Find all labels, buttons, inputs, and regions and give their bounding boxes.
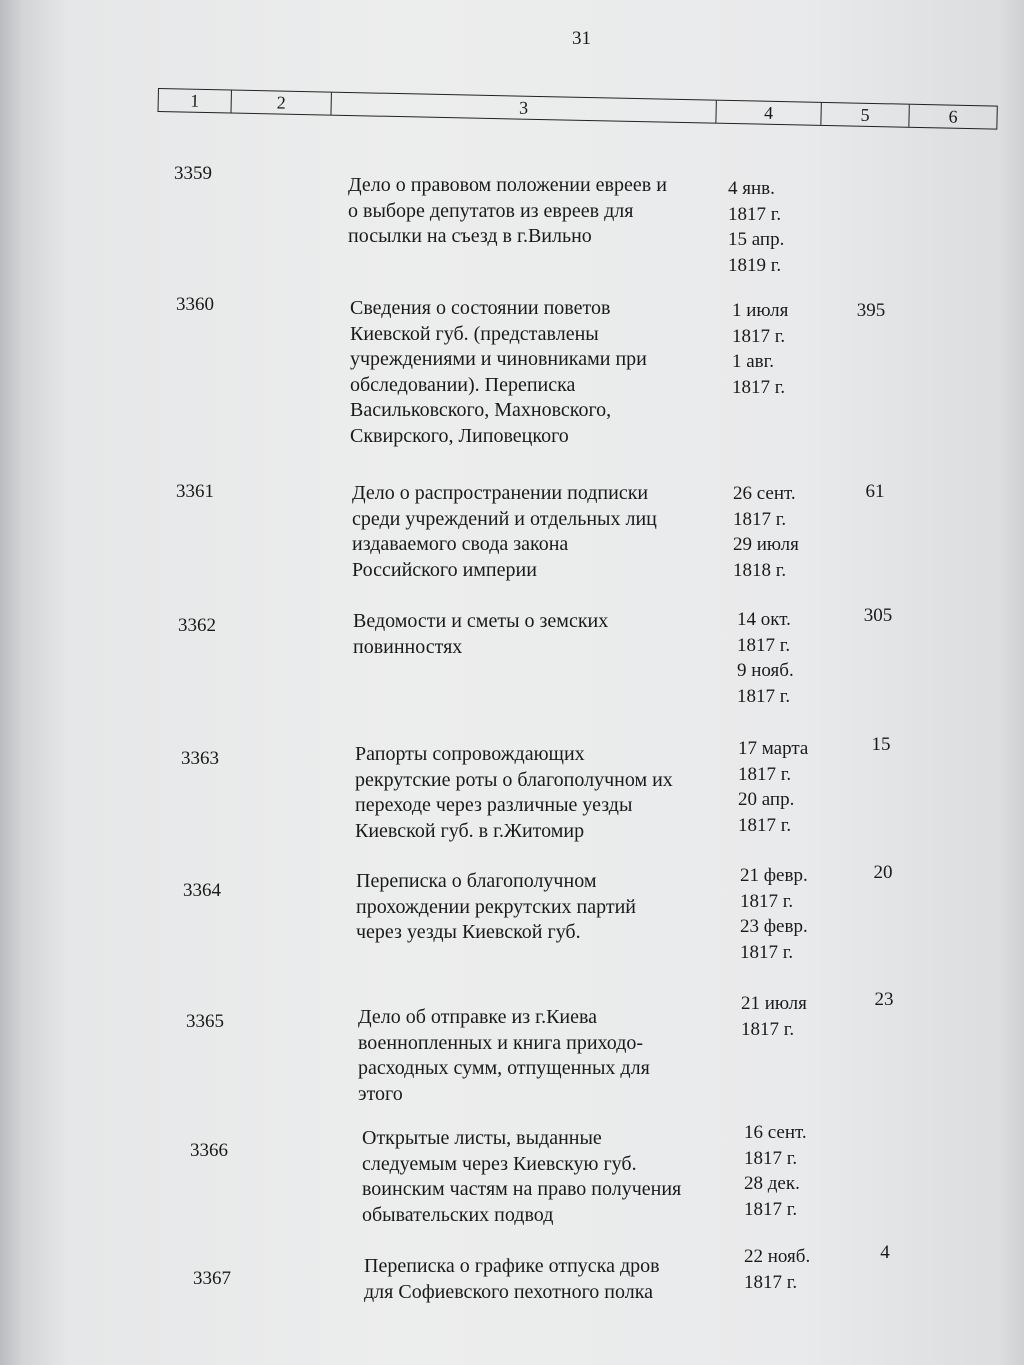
title-line: воинским частям на право получения	[362, 1178, 682, 1200]
title-line: прохождении рекрутских партий	[356, 895, 636, 918]
record-dates	[738, 736, 848, 838]
date-line: 1817 г.	[741, 1018, 795, 1040]
title-line: Киевской губ. (представлены	[350, 322, 599, 345]
record-dates	[740, 863, 850, 965]
date-line: 1817 г.	[744, 1198, 798, 1220]
record-number: 3364	[183, 880, 221, 901]
record-sheets: 61	[865, 481, 885, 502]
title-line: расходных сумм, отпущенных для	[358, 1057, 650, 1079]
date-line: 1818 г.	[733, 559, 787, 581]
column-header-5: 5	[820, 103, 908, 127]
date-line: 1817 г.	[740, 941, 794, 963]
record-title	[358, 1005, 738, 1107]
date-line: 1817 г.	[737, 685, 791, 707]
record-dates	[732, 298, 842, 400]
title-line: Дело об отправке из г.Киева	[358, 1006, 598, 1028]
record-dates	[728, 176, 838, 278]
title-line: обывательских подвод	[362, 1203, 554, 1226]
date-line: 14 окт.	[737, 609, 791, 630]
date-line: 1817 г.	[737, 634, 791, 656]
record-number: 3362	[178, 615, 216, 636]
date-line: 1817 г.	[740, 890, 794, 912]
title-line: Переписка о благополучном	[356, 870, 597, 892]
title-line: Российского империи	[352, 558, 537, 581]
column-header-1: 1	[190, 90, 200, 111]
date-line: 1817 г.	[744, 1271, 798, 1293]
title-line: Дело о распространении подписки	[352, 482, 649, 504]
record-dates	[744, 1244, 854, 1295]
record-dates	[744, 1120, 854, 1222]
record-number: 3360	[176, 294, 214, 315]
record-title	[356, 869, 736, 946]
record-number: 3359	[174, 163, 212, 184]
record-title	[353, 609, 733, 660]
date-line: 15 апр.	[728, 229, 785, 250]
date-line: 4 янв.	[728, 178, 775, 199]
title-line: Дело о правовом положении евреев и	[348, 174, 667, 196]
column-header-3: 3	[330, 93, 715, 123]
title-line: этого	[358, 1082, 403, 1105]
record-title	[364, 1254, 744, 1305]
title-line: следуемым через Киевскую губ.	[362, 1152, 637, 1175]
title-line: для Софиевского пехотного полка	[364, 1280, 653, 1303]
record-dates	[741, 991, 851, 1042]
record-sheets: 23	[874, 989, 894, 1010]
record-sheets: 305	[863, 605, 893, 626]
record-dates	[737, 607, 847, 709]
record-title	[350, 296, 730, 449]
title-line: повинностях	[353, 635, 463, 658]
date-line: 1817 г.	[738, 763, 792, 785]
date-line: 21 февр.	[740, 865, 808, 886]
date-line: 23 февр.	[740, 916, 808, 937]
title-line: учреждениями и чиновниками при	[350, 348, 647, 370]
page-number: 31	[572, 28, 591, 49]
title-line: Рапорты сопровождающих	[355, 743, 585, 765]
record-number: 3367	[193, 1268, 231, 1289]
column-header-6: 6	[908, 105, 996, 129]
title-line: обследовании). Переписка	[350, 373, 576, 396]
date-line: 9 нояб.	[737, 660, 794, 681]
record-title	[352, 481, 732, 583]
date-line: 20 апр.	[738, 789, 795, 810]
date-line: 1 авг.	[732, 351, 775, 372]
title-line: Киевской губ. в г.Житомир	[355, 819, 585, 842]
date-line: 16 сент.	[744, 1122, 807, 1143]
title-line: Сквирского, Липовецкого	[350, 424, 569, 447]
title-line: среди учреждений и отдельных лиц	[352, 507, 657, 530]
title-line: Васильковского, Махновского,	[350, 399, 612, 421]
title-line: о выборе депутатов из евреев для	[348, 199, 634, 222]
record-number: 3366	[190, 1140, 228, 1161]
record-title	[348, 173, 728, 250]
record-sheets: 395	[856, 300, 886, 321]
column-header-table	[157, 88, 997, 130]
date-line: 1817 г.	[733, 508, 787, 530]
date-line: 1817 г.	[744, 1147, 798, 1169]
title-line: Открытые листы, выданные	[362, 1127, 602, 1149]
date-line: 1 июля	[732, 300, 789, 321]
record-number: 3365	[186, 1011, 224, 1032]
record-sheets: 15	[871, 734, 891, 755]
column-header-4: 4	[715, 101, 820, 125]
date-line: 17 марта	[738, 738, 809, 759]
date-line: 21 июля	[741, 993, 807, 1014]
record-sheets: 20	[873, 862, 893, 883]
record-title	[355, 742, 735, 844]
record-sheets: 4	[880, 1242, 890, 1263]
title-line: Переписка о графике отпуска дров	[364, 1255, 660, 1277]
title-line: посылки на съезд в г.Вильно	[348, 225, 592, 247]
title-line: Ведомости и сметы о земских	[353, 610, 609, 632]
record-dates	[733, 481, 843, 583]
record-number: 3361	[176, 481, 214, 502]
date-line: 1819 г.	[728, 254, 782, 276]
title-line: переходе через различные уезды	[355, 794, 633, 816]
date-line: 1817 г.	[732, 325, 786, 347]
date-line: 1817 г.	[728, 203, 782, 225]
date-line: 22 нояб.	[744, 1246, 811, 1267]
date-line: 1817 г.	[732, 376, 786, 398]
title-line: Сведения о состоянии поветов	[350, 297, 611, 319]
title-line: издаваемого свода закона	[352, 533, 569, 555]
date-line: 28 дек.	[744, 1173, 800, 1194]
record-title	[362, 1126, 742, 1228]
date-line: 26 сент.	[733, 483, 796, 504]
title-line: через уезды Киевской губ.	[356, 921, 581, 943]
date-line: 29 июля	[733, 534, 799, 555]
record-number: 3363	[181, 748, 219, 769]
column-header-2: 2	[231, 91, 331, 115]
date-line: 1817 г.	[738, 814, 792, 836]
title-line: рекрутские роты о благополучном их	[355, 768, 673, 791]
title-line: военнопленных и книга приходо-	[358, 1031, 644, 1054]
